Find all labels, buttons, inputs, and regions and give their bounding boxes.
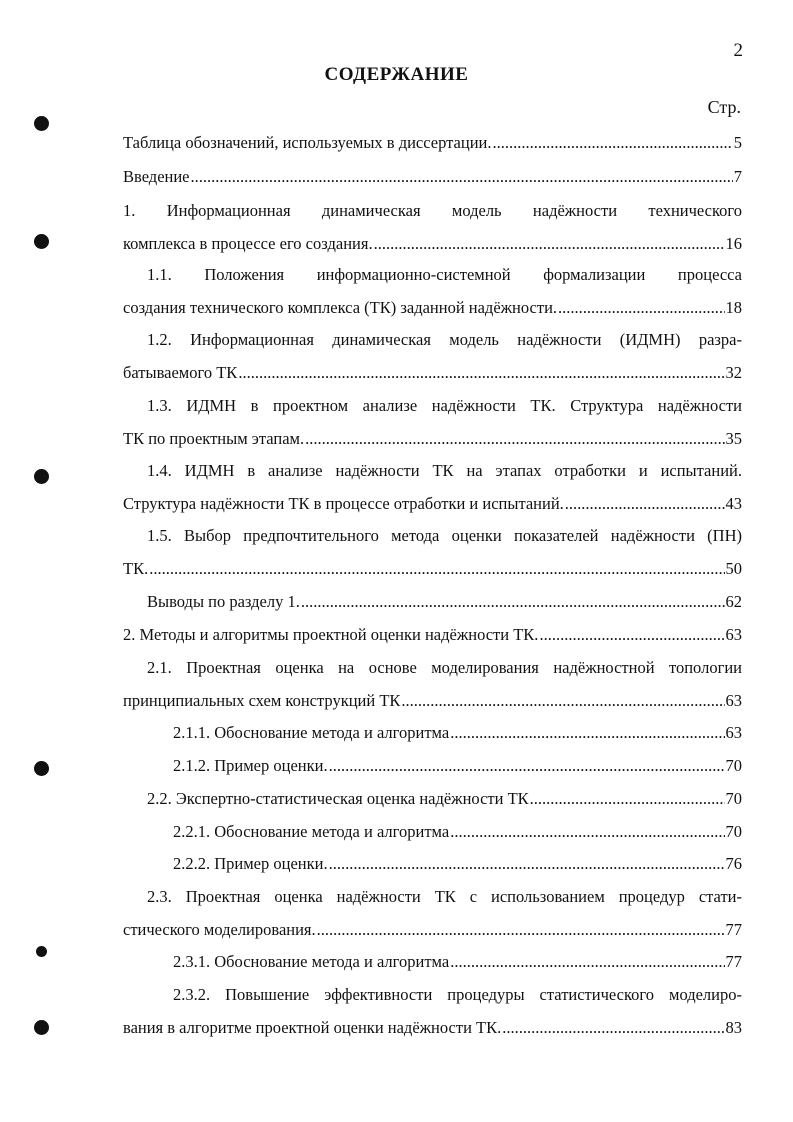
toc-entry-line2: вания в алгоритме проектной оценки надёжности ТК. [123, 1018, 502, 1037]
toc-entry-line2: создания технического комплекса (ТК) заданной надёжности. [123, 298, 558, 317]
toc-entry[interactable] [123, 951, 742, 973]
toc-entry-line1: 1. Информационная динамическая модель надёжности технического [123, 201, 742, 220]
toc-entry-line1: 2.3. Проектная оценка надёжности ТК с использованием процедур стати- [147, 887, 742, 906]
toc-entry[interactable] [123, 624, 742, 646]
toc-entry[interactable] [123, 395, 742, 450]
toc-entry[interactable] [123, 984, 742, 1039]
toc-entry[interactable] [123, 853, 742, 875]
toc-entry-text: 2. Методы и алгоритмы проектной оценки надёжности ТК. [123, 625, 539, 644]
page-title: СОДЕРЖАНИЕ [324, 64, 469, 85]
toc-entry[interactable] [123, 200, 742, 255]
toc-entry-page: 7 [733, 167, 742, 186]
toc-entry-line1: 2.3.2. Повышение эффективности процедуры статистического моделиро- [173, 985, 742, 1004]
binding-hole-mark [34, 469, 49, 484]
toc-entry[interactable] [123, 722, 742, 744]
toc-entry-page: 5 [733, 133, 742, 152]
toc-entry[interactable] [123, 329, 742, 384]
toc-entry[interactable] [123, 166, 742, 188]
toc-entry[interactable] [123, 264, 742, 319]
toc-entry[interactable] [123, 755, 742, 777]
page-column-label: Стр. [707, 97, 741, 117]
binding-hole-mark [36, 946, 47, 957]
toc-entry-page: 62 [725, 592, 742, 611]
toc-entry-line2: батываемого ТК [123, 363, 238, 382]
toc-entry-line2: Структура надёжности ТК в процессе отработки и испытаний. [123, 494, 564, 513]
toc-entry-page: 76 [725, 854, 742, 873]
toc-entry-line2: стического моделирования. [123, 920, 316, 939]
toc-entry-page: 77 [725, 920, 742, 939]
toc-entry-text: 2.1.2. Пример оценки. [173, 756, 328, 775]
binding-hole-mark [34, 116, 49, 131]
toc-entry-text: 2.2. Экспертно-статистическая оценка надёжности ТК [147, 789, 529, 808]
toc-entry-page: 43 [725, 494, 742, 513]
toc-entry[interactable] [123, 132, 742, 154]
page-number: 2 [733, 40, 743, 61]
toc-entry[interactable] [123, 460, 742, 515]
toc-entry-line1: 1.2. Информационная динамическая модель надёжности (ИДМН) разра- [147, 330, 742, 349]
toc-entry-page: 32 [725, 363, 742, 382]
toc-entry-line2: комплекса в процессе его создания. [123, 234, 373, 253]
toc-entry-page: 70 [725, 789, 742, 808]
toc-entry-line1: 2.1. Проектная оценка на основе моделирования надёжностной топологии [147, 658, 742, 677]
toc-entry[interactable] [123, 821, 742, 843]
toc-entry-line2: ТК по проектным этапам. [123, 429, 305, 448]
toc-entry-page: 18 [725, 298, 742, 317]
toc-entry-line2: ТК. [123, 559, 149, 578]
toc-entry-line1: 1.1. Положения информационно-системной формализации процесса [147, 265, 742, 284]
toc-entry-page: 35 [725, 429, 742, 448]
toc-entry-text: Выводы по разделу 1. [147, 592, 300, 611]
toc-entry[interactable] [123, 525, 742, 580]
toc-entry-text: Введение [123, 167, 190, 186]
toc-entry-page: 70 [725, 822, 742, 841]
toc-entry-text: 2.1.1. Обоснование метода и алгоритма [173, 723, 450, 742]
toc-entry-page: 16 [725, 234, 742, 253]
toc-entry-page: 83 [725, 1018, 742, 1037]
toc-entry-text: 2.3.1. Обоснование метода и алгоритма [173, 952, 450, 971]
binding-hole-mark [34, 761, 49, 776]
toc-entry-page: 63 [725, 625, 742, 644]
toc-entry-page: 70 [725, 756, 742, 775]
toc-entry-line1: 1.3. ИДМН в проектном анализе надёжности ТК. Структура надёжности [147, 396, 742, 415]
toc-entry-text: Таблица обозначений, используемых в диссертации. [123, 133, 492, 152]
toc-entry[interactable] [123, 591, 742, 613]
toc-entry-text: 2.2.2. Пример оценки. [173, 854, 328, 873]
toc-entry-page: 63 [725, 723, 742, 742]
binding-hole-mark [34, 1020, 49, 1035]
toc-entry[interactable] [123, 886, 742, 941]
toc-entry-line1: 1.5. Выбор предпочтительного метода оценки показателей надёжности (ПН) [147, 526, 742, 545]
toc-entry-line1: 1.4. ИДМН в анализе надёжности ТК на этапах отработки и испытаний. [147, 461, 742, 480]
toc-entry-page: 50 [725, 559, 742, 578]
toc-entry[interactable] [123, 657, 742, 712]
toc-entry[interactable] [123, 788, 742, 810]
toc-entry-line2: принципиальных схем конструкций ТК [123, 691, 401, 710]
toc-entry-text: 2.2.1. Обоснование метода и алгоритма [173, 822, 450, 841]
toc-entry-page: 77 [725, 952, 742, 971]
binding-hole-mark [34, 234, 49, 249]
toc-entry-page: 63 [725, 691, 742, 710]
